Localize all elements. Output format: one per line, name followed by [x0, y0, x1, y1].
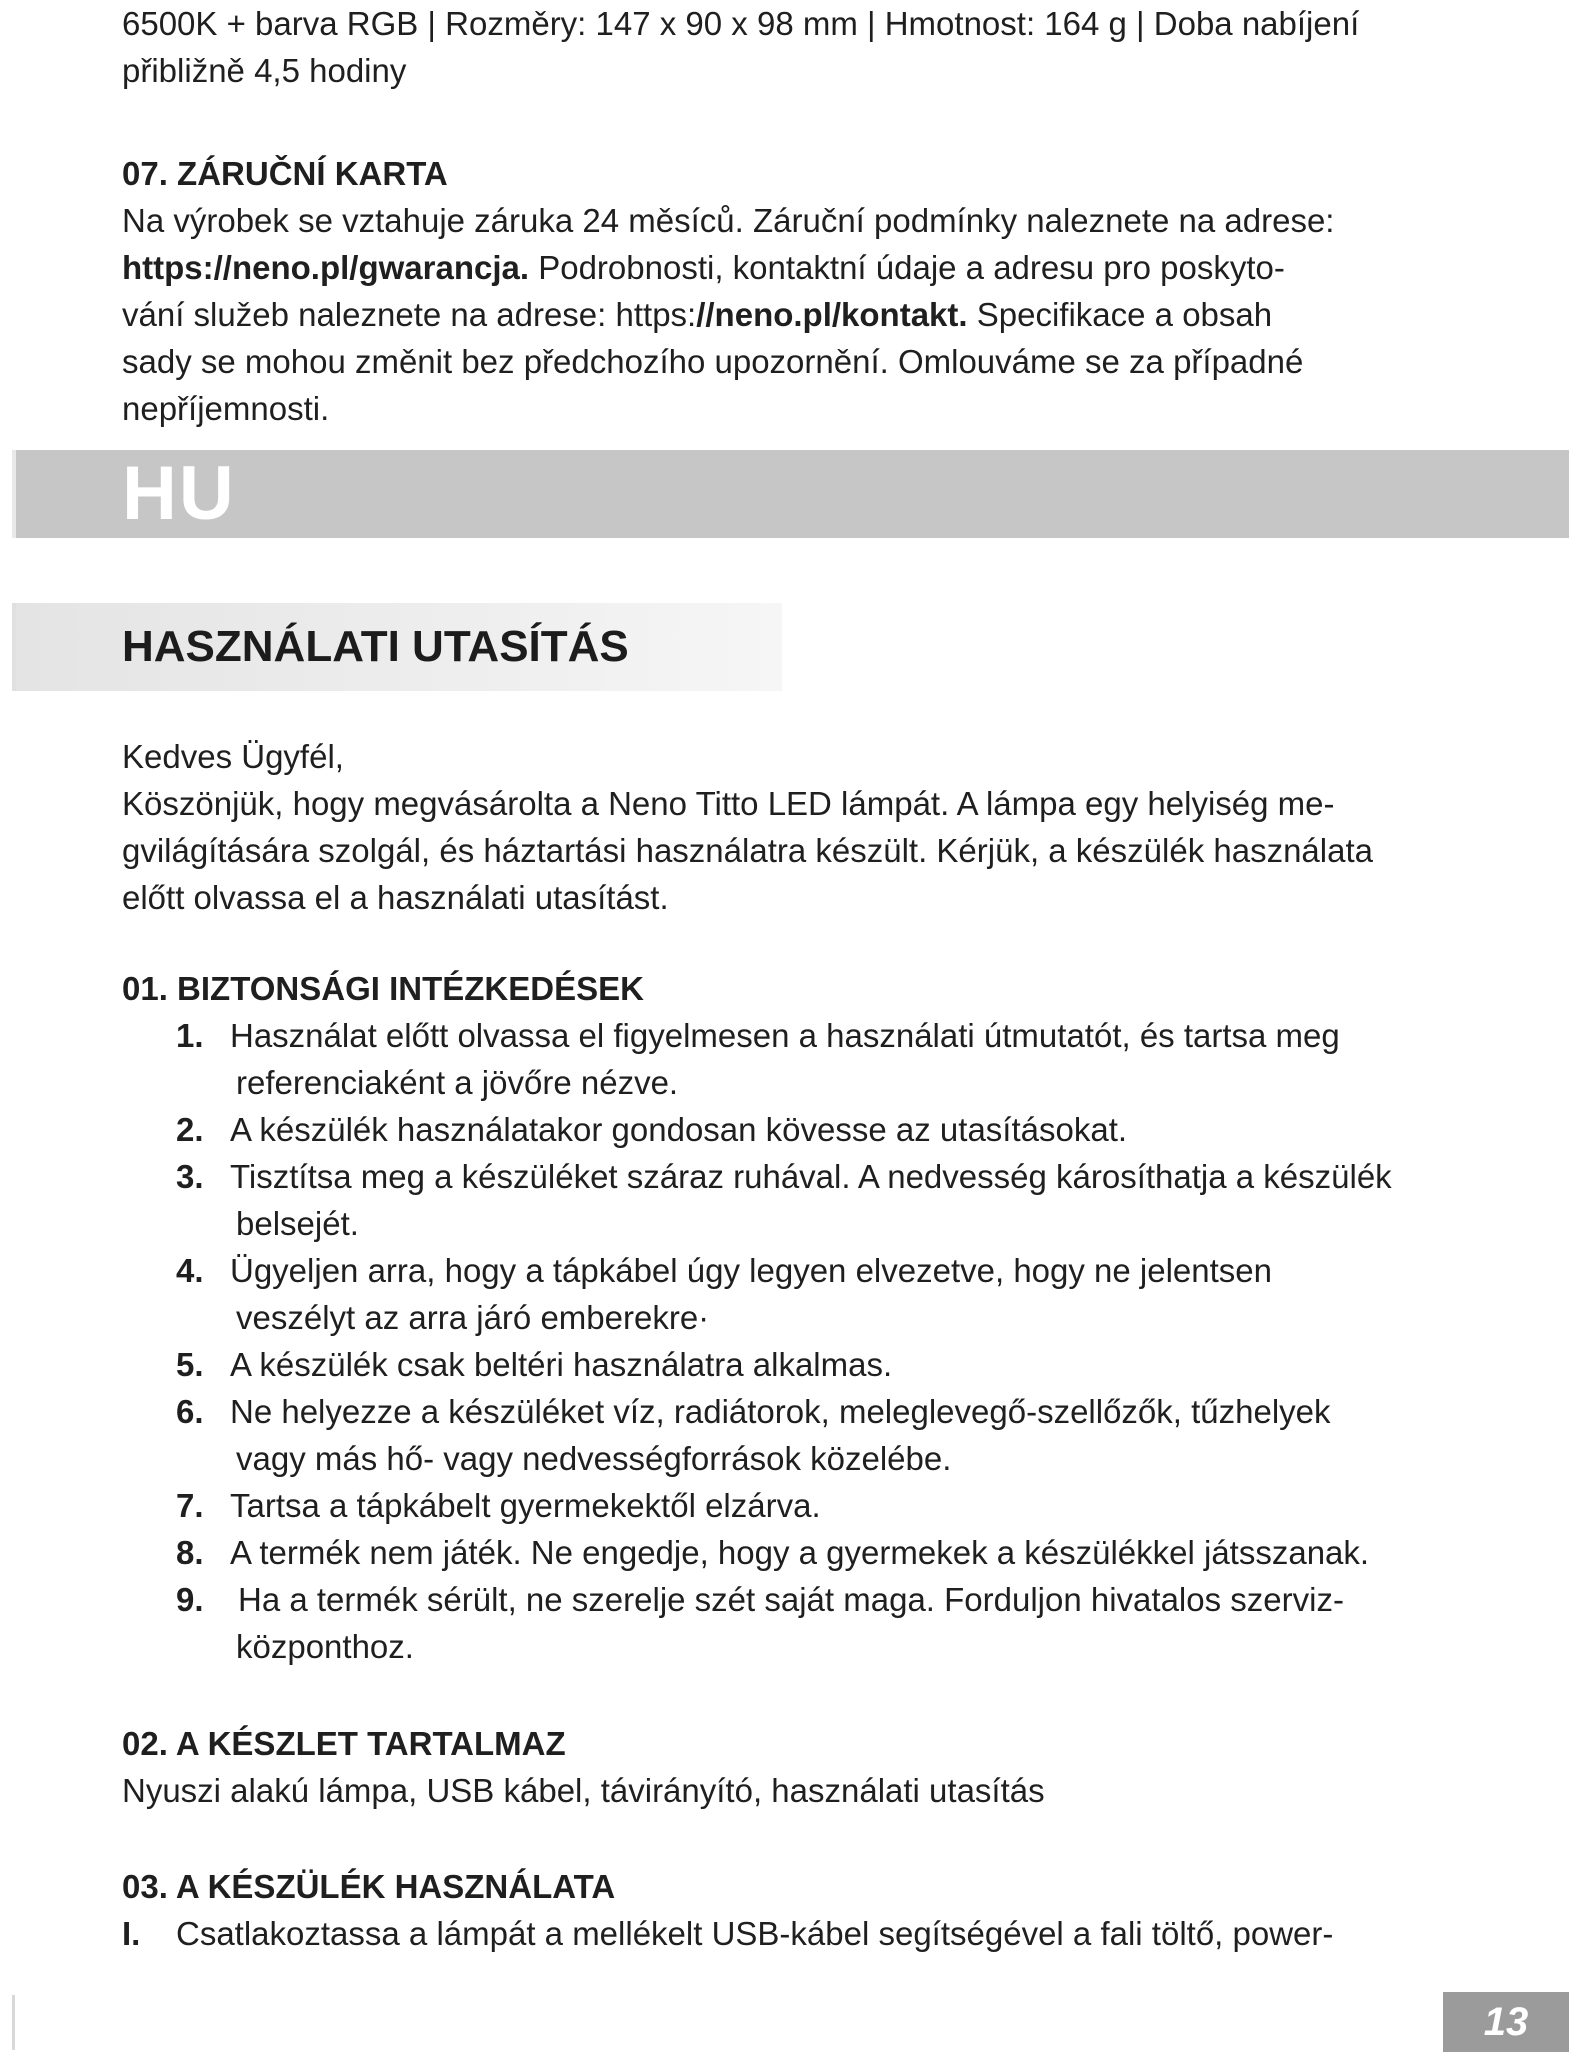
warranty-heading: 07. ZÁRUČNÍ KARTA: [122, 155, 448, 192]
list-number: 6.: [176, 1393, 204, 1430]
warranty-line-3: vání služeb naleznete na adrese: https://neno.pl/kontakt. Specifikace a obsah: [122, 296, 1273, 333]
page-number: 13: [1443, 1992, 1569, 2052]
warranty-section: [122, 150, 1462, 432]
list-item: 6. Ne helyezze a készüléket víz, radiátorok, meleglevegő-szellőzők, tűzhelyek vagy más hő- vagy nedvességforrások közelébe.: [122, 1388, 1482, 1482]
list-item: 2. A készülék használatakor gondosan kövesse az utasításokat.: [122, 1106, 1482, 1153]
spec-line-1: 6500K + barva RGB | Rozměry: 147 x 90 x 98 mm | Hmotnost: 164 g | Doba nabíjení: [122, 5, 1360, 42]
intro-line-3: előtt olvassa el a használati utasítást.: [122, 879, 669, 916]
usage-step-number: I.: [122, 1915, 141, 1952]
list-number: 8.: [176, 1534, 204, 1571]
intro-line-1: Köszönjük, hogy megvásárolta a Neno Titto LED lámpát. A lámpa egy helyiség me-: [122, 785, 1335, 822]
safety-section: [122, 965, 1482, 1670]
list-item: 4. Ügyeljen arra, hogy a tápkábel úgy legyen elvezetve, hogy ne jelentsen veszélyt az arra járó emberekre·: [122, 1247, 1482, 1341]
list-item: 5. A készülék csak beltéri használatra alkalmas.: [122, 1341, 1482, 1388]
list-item: 9. Ha a termék sérült, ne szerelje szét saját maga. Forduljon hivatalos szerviz- központhoz.: [122, 1576, 1482, 1670]
list-number: 7.: [176, 1487, 204, 1524]
spec-line-2: přibližně 4,5 hodiny: [122, 52, 407, 89]
safety-heading: 01. BIZTONSÁGI INTÉZKEDÉSEK: [122, 970, 644, 1007]
list-item: 1. Használat előtt olvassa el figyelmesen a használati útmutatót, és tartsa meg referenciaként a jövőre nézve.: [122, 1012, 1482, 1106]
language-band: [12, 450, 1569, 538]
kit-section: [122, 1720, 1462, 1814]
warranty-line-5: nepříjemnosti.: [122, 390, 330, 427]
usage-heading: 03. A KÉSZÜLÉK HASZNÁLATA: [122, 1868, 616, 1905]
list-number: 2.: [176, 1111, 204, 1148]
spec-continuation: [122, 0, 1462, 94]
safety-list: [122, 1012, 1482, 1670]
list-number: 5.: [176, 1346, 204, 1383]
list-number: 3.: [176, 1158, 204, 1195]
warranty-url[interactable]: https://neno.pl/gwarancja.: [122, 249, 530, 286]
warranty-line-2: https://neno.pl/gwarancja. Podrobnosti, kontaktní údaje a adresu pro poskyto-: [122, 249, 1285, 286]
warranty-line-4: sady se mohou změnit bez předchozího upozornění. Omlouváme se za případné: [122, 343, 1304, 380]
list-item: 7. Tartsa a tápkábelt gyermekektől elzárva.: [122, 1482, 1482, 1529]
intro-greeting: Kedves Ügyfél,: [122, 738, 344, 775]
list-item: 8. A termék nem játék. Ne engedje, hogy a gyermekek a készülékkel játsszanak.: [122, 1529, 1482, 1576]
list-number: 1.: [176, 1017, 204, 1054]
usage-section: [122, 1863, 1502, 1957]
left-rule: [12, 1995, 15, 2050]
list-number: 4.: [176, 1252, 204, 1289]
kit-heading: 02. A KÉSZLET TARTALMAZ: [122, 1725, 566, 1762]
language-label: HU: [122, 451, 236, 536]
intro-line-2: gvilágítására szolgál, és háztartási használatra készült. Kérjük, a készülék használata: [122, 832, 1373, 869]
list-item: 3. Tisztítsa meg a készüléket száraz ruhával. A nedvesség károsíthatja a készülék belsejét.: [122, 1153, 1482, 1247]
list-number: 9.: [176, 1581, 204, 1618]
manual-title-box: [12, 603, 782, 691]
contact-url[interactable]: //neno.pl/kontakt.: [696, 296, 968, 333]
intro-section: [122, 733, 1462, 921]
kit-contents: Nyuszi alakú lámpa, USB kábel, távirányító, használati utasítás: [122, 1772, 1045, 1809]
usage-step: I. Csatlakoztassa a lámpát a mellékelt USB-kábel segítségével a fali töltő, power-: [122, 1910, 1502, 1957]
warranty-line-1: Na výrobek se vztahuje záruka 24 měsíců. Záruční podmínky naleznete na adrese:: [122, 202, 1335, 239]
manual-title: HASZNÁLATI UTASÍTÁS: [122, 622, 629, 671]
